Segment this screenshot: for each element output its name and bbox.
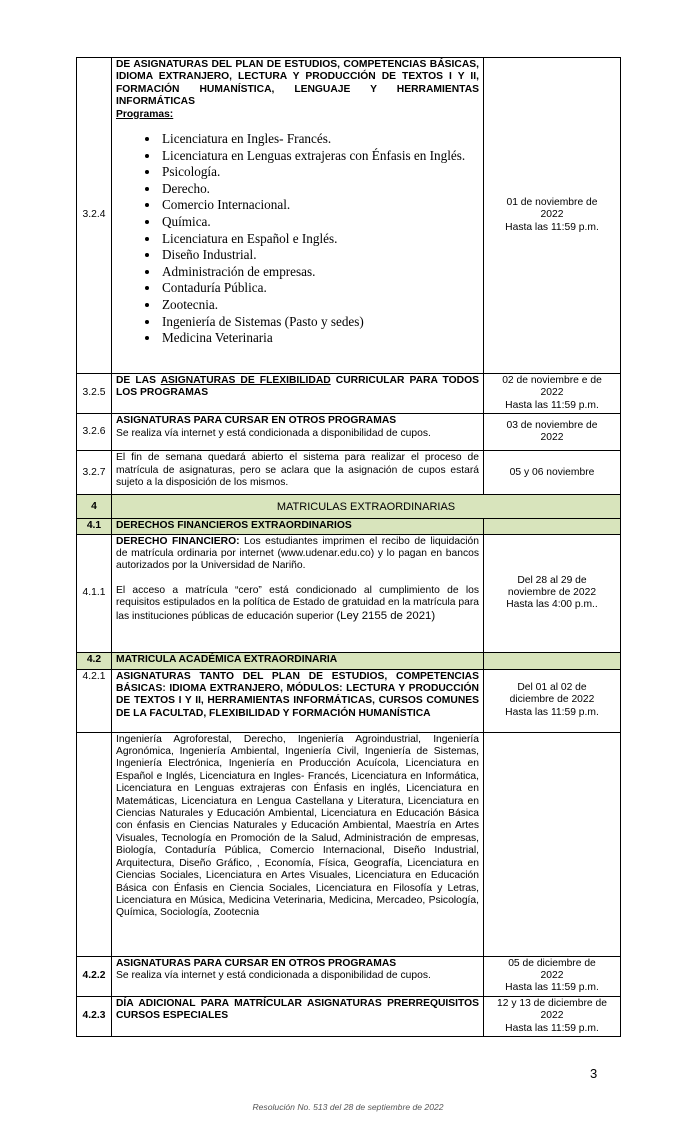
row-description [112, 956, 484, 996]
empty-cell [484, 652, 621, 669]
row-description [112, 58, 484, 374]
footer-date: del 28 de septiembre de 2022 [327, 1102, 444, 1112]
date-line: diciembre de 2022 [509, 694, 595, 706]
row-text: Se realiza vía internet y está condicionada a disponibilidad de cupos. [116, 970, 431, 982]
subsection-row [77, 652, 621, 669]
date-line: 05 de diciembre de [508, 957, 596, 969]
table-row [77, 732, 621, 956]
footer-resolution: Resolución No. 513 [252, 1102, 328, 1112]
date-line: 2022 [540, 432, 564, 444]
row-number: 4.2.3 [77, 996, 112, 1036]
schedule-table [76, 57, 621, 1037]
table-row [77, 414, 621, 451]
date-line: noviembre de 2022 [507, 586, 597, 598]
row-date: 05 y 06 noviembre [484, 451, 621, 495]
row-number: 4.2.2 [77, 956, 112, 996]
row-description [112, 414, 484, 451]
footer [0, 1102, 696, 1112]
row-text: El acceso a matrícula “cero” está condicionado al cumplimiento de los requisitos estipulados en la política de Estado de gratuidad en la matrícula para las instituciones públicas de educación superior (Ley 2155 de 2021) [116, 584, 479, 622]
row-text: Se realiza vía internet y está condicionada a disponibilidad de cupos. [116, 427, 431, 439]
row-date [484, 534, 621, 652]
page-number: 3 [590, 1066, 598, 1081]
row-description [112, 534, 484, 652]
date-line: 03 de noviembre de [506, 419, 598, 431]
date-line: Hasta las 11:59 p.m. [505, 982, 599, 994]
row-date [484, 956, 621, 996]
row-date [484, 414, 621, 451]
date-line: Hasta las 11:59 p.m. [505, 221, 599, 233]
list-item: • Química. [160, 214, 479, 231]
row-number [77, 732, 112, 956]
date-line: 2022 [540, 209, 564, 221]
row-title: DE LAS ASIGNATURAS DE FLEXIBILIDAD CURRICULAR PARA TODOS LOS PROGRAMAS [112, 374, 484, 414]
date-line: Hasta las 11:59 p.m. [505, 399, 599, 411]
date-line: 01 de noviembre de [506, 196, 598, 208]
section-title: DERECHOS FINANCIEROS EXTRAORDINARIOS [112, 519, 484, 534]
table-row [77, 451, 621, 495]
row-text: El fin de semana quedará abierto el sistema para realizar el proceso de matrícula de asignaturas, pero se aclara que la asignación de cupos estará sujeto a la disposición de los mismos. [112, 451, 484, 495]
empty-cell [484, 519, 621, 534]
table-row [77, 534, 621, 652]
row-date [484, 996, 621, 1036]
programs-label: Programas: [116, 108, 174, 120]
list-item: • Diseño Industrial. [160, 247, 479, 264]
table-row [77, 996, 621, 1036]
row-date [484, 58, 621, 374]
row-title: ASIGNATURAS PARA CURSAR EN OTROS PROGRAMAS [116, 415, 397, 427]
list-item: • Licenciatura en Lenguas extrajeras con Énfasis en Inglés. [160, 148, 479, 165]
table-row [77, 58, 621, 374]
date-line: Hasta las 11:59 p.m. [505, 1022, 599, 1034]
list-item: • Medicina Veterinaria [160, 330, 479, 347]
list-item: • Licenciatura en Español e Inglés. [160, 231, 479, 248]
list-item: • Administración de empresas. [160, 264, 479, 281]
date-line: 2022 [540, 970, 564, 982]
list-item: • Ingeniería de Sistemas (Pasto y sedes) [160, 314, 479, 331]
date-line: Hasta las 4:00 p.m.. [506, 599, 598, 611]
date-line: 12 y 13 de diciembre de [497, 997, 607, 1009]
date-line: Del 28 al 29 de [517, 574, 587, 586]
row-date [484, 374, 621, 414]
section-number: 4 [77, 495, 112, 519]
row-number: 3.2.5 [77, 374, 112, 414]
table-row [77, 956, 621, 996]
list-item: • Contaduría Pública. [160, 280, 479, 297]
date-line: 02 de noviembre e de [502, 375, 602, 386]
date-line: 2022 [540, 1010, 564, 1022]
row-title: ASIGNATURAS TANTO DEL PLAN DE ESTUDIOS, COMPETENCIAS BÁSICAS: IDIOMA EXTRANJERO, MÓDULOS: LECTURA Y PRODUCCIÓN DE TEXTOS I Y II, HERRAMIENTAS INFORMÁTICAS, CURSOS COMUNES DE LA FACULTAD, FLEXIBILIDAD Y FORMACIÓN HUMANÍSTICA [112, 669, 484, 732]
date-line: Hasta las 11:59 p.m. [505, 706, 599, 718]
programs-text: Ingeniería Agroforestal, Derecho, Ingeniería Agroindustrial, Ingeniería Agronómica, Ingeniería Ambiental, Ingeniería Civil, Ingeniería de Sistemas, Ingeniería Electrónica, Ingeniería en Producción Acuícola, Licenciatura en Español e Inglés, Licenciatura en Ingles- Francés, Licenciatura en Informática, Licenciatura en Lenguas extrajeras con Énfasis en inglés, Licenciatura en Matemáticas, Licenciatura en Lengua Castellana y Literatura, Licenciatura en Ciencias Naturales y Educación Ambiental, Licenciatura en Educación Básica con énfasis en Ciencias Naturales y Educación Ambiental, Maestría en Artes Visuales, Tecnología en Promoción de la Salud, Administración de empresas, Biología, Contaduría Pública, Comercio Internacional, Diseño Industrial, Arquitectura, Diseño Gráfico, , Economía, Física, Geografía, Licenciatura en Ciencias Sociales, Licenciatura en Artes Visuales, Licenciatura en Educación Básica con Énfasis en Ciencia Sociales, Licenciatura en Filosofía y Letras, Licenciatura en Música, Medicina Veterinaria, Medicina, Mercadeo, Psicología, Química, Sociología, Zootecnia [112, 732, 484, 956]
row-number: 3.2.7 [77, 451, 112, 495]
row-date [484, 669, 621, 732]
list-item: • Comercio Internacional. [160, 197, 479, 214]
subsection-row [77, 519, 621, 534]
row-number: 4.1.1 [77, 534, 112, 652]
table-row [77, 669, 621, 732]
empty-cell [484, 732, 621, 956]
program-list [116, 131, 479, 347]
row-number: 3.2.6 [77, 414, 112, 451]
section-row [77, 495, 621, 519]
list-item: • Derecho. [160, 181, 479, 198]
list-item: • Licenciatura en Ingles- Francés. [160, 131, 479, 148]
date-line: 2022 [540, 387, 564, 399]
row-title: DE ASIGNATURAS DEL PLAN DE ESTUDIOS, COMPETENCIAS BÁSICAS, IDIOMA EXTRANJERO, LECTURA Y PRODUCCIÓN DE TEXTOS I Y II, FORMACIÓN HUMANÍSTICA, LENGUAJE Y HERRAMIENTAS INFORMÁTICAS [116, 59, 479, 108]
section-title: MATRICULA ACADÉMICA EXTRAORDINARIA [112, 652, 484, 669]
row-title: ASIGNATURAS PARA CURSAR EN OTROS PROGRAMAS [116, 957, 397, 969]
list-item: • Psicología. [160, 164, 479, 181]
row-title: DÍA ADICIONAL PARA MATRÍCULAR ASIGNATURAS PRERREQUISITOS CURSOS ESPECIALES [112, 996, 484, 1036]
date-line: Del 01 al 02 de [517, 682, 587, 694]
table-row [77, 374, 621, 414]
section-number: 4.1 [77, 519, 112, 534]
row-number: 4.2.1 [77, 669, 112, 732]
row-number: 3.2.4 [77, 58, 112, 374]
section-title: MATRICULAS EXTRAORDINARIAS [112, 495, 621, 519]
section-number: 4.2 [77, 652, 112, 669]
row-text: DERECHO FINANCIERO: Los estudiantes imprimen el recibo de liquidación de matrícula ordinaria por internet (www.udenar.edu.co) y lo pagan en bancos autorizados por la Universidad de Nariño. [116, 535, 479, 572]
list-item: • Zootecnia. [160, 297, 479, 314]
